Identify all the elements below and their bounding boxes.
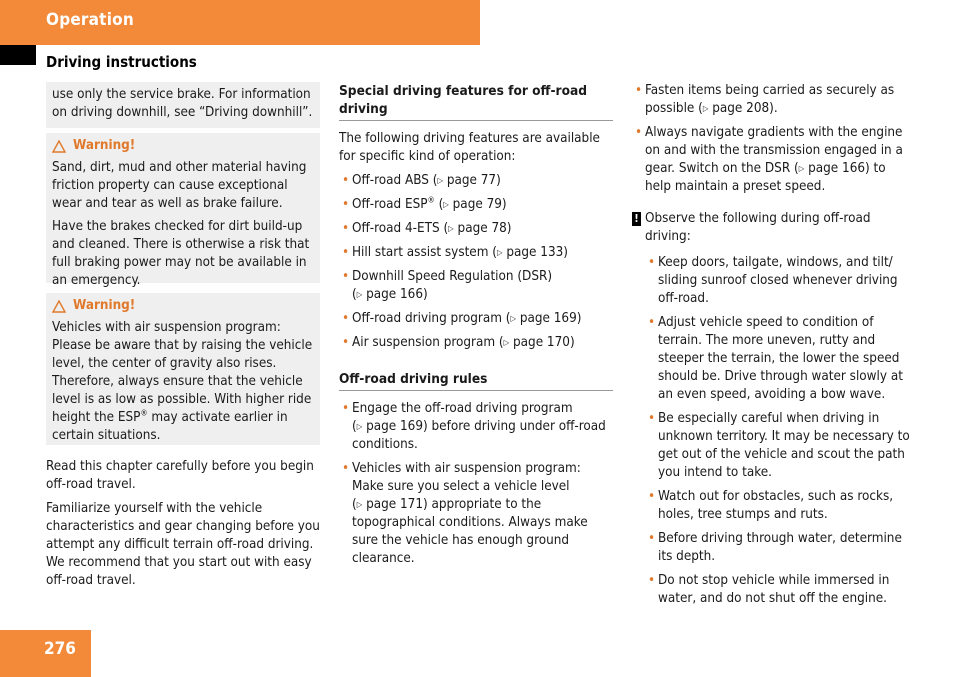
list-item: • Off-road 4-ETS (▷ page 78) (339, 220, 613, 238)
page-ref-icon: ▷ (497, 248, 503, 257)
warning-box-2 (46, 293, 320, 445)
warning-title: Warning! (73, 138, 136, 153)
rules-list (339, 400, 613, 568)
page-ref-icon: ▷ (448, 224, 454, 233)
feature-list (339, 172, 613, 352)
section-heading: Special driving features for off-road driving (339, 82, 613, 121)
page-ref-icon: ▷ (356, 422, 363, 431)
page-ref[interactable]: page 169 (519, 311, 577, 326)
intro-box-text: use only the service brake. For information on driving downhill, see “Driving downhill”. (52, 87, 313, 120)
section-title: Operation (46, 10, 134, 30)
column-3 (632, 82, 914, 614)
list-item: • Engage the off-road driving program (▷ page 169) before driving under off-road conditions. (339, 400, 613, 454)
list-item: • Off-road ABS (▷ page 77) (339, 172, 613, 190)
warning-header (52, 297, 314, 315)
page-ref[interactable]: page 171 (366, 497, 423, 512)
page-number: 276 (44, 639, 76, 659)
warning-triangle-icon (52, 140, 66, 153)
warning-title: Warning! (73, 298, 136, 313)
body-paragraph: The following driving features are available for specific kind of operation: (339, 131, 600, 164)
list-item: • Keep doors, tailgate, windows, and tilt/ sliding sunroof closed whenever driving off-road. (645, 254, 914, 308)
list-item: • Downhill Speed Regulation (DSR) (▷ page 166) (339, 268, 613, 304)
page-ref[interactable]: page 208 (712, 101, 770, 116)
list-item: • Off-road ESP® (▷ page 79) (339, 196, 613, 214)
list-item: • Off-road driving program (▷ page 169) (339, 310, 613, 328)
note-list (645, 254, 914, 608)
warning-triangle-icon (52, 300, 66, 313)
list-item: • Adjust vehicle speed to condition of terrain. The more uneven, rutty and steeper the terrain, the lower the speed should be. Drive through water slowly at an even speed, avoiding a bow wave. (645, 314, 914, 404)
list-item: • Vehicles with air suspension program: Make sure you select a vehicle level (▷ page 171) appropriate to the topographical conditions. Always make sure the vehicle has enough ground clearance. (339, 460, 613, 568)
column-2 (339, 82, 613, 574)
warning-header (52, 137, 314, 155)
list-item: • Always navigate gradients with the engine on and with the transmission engaged in a gear. Switch on the DSR (▷ page 166) to help maintain a preset speed. (632, 124, 914, 196)
rules-list-continued (632, 82, 914, 196)
warning-text: Vehicles with air suspension program: Please be aware that by raising the vehicle level, the center of gravity also rises. Therefore, always ensure that the vehicle level is as low as possible. With higher ride height the ESP® may activate earlier in certain situations. (52, 320, 313, 443)
page-ref-icon: ▷ (356, 290, 363, 299)
page-ref[interactable]: page 79 (452, 197, 502, 212)
warning-box-1 (46, 133, 320, 288)
intro-paragraphs (46, 458, 324, 596)
list-item: • Fasten items being carried as securely as possible (▷ page 208). (632, 82, 914, 118)
page-ref-icon: ▷ (798, 164, 805, 173)
body-paragraph: Familiarize yourself with the vehicle characteristics and gear changing before you attempt any difficult terrain off-road driving. We recommend that you start out with easy off-road travel. (46, 501, 320, 588)
page-ref[interactable]: page 133 (506, 245, 564, 260)
list-item: • Do not stop vehicle while immersed in water, and do not shut off the engine. (645, 572, 914, 608)
page-ref-icon: ▷ (702, 104, 709, 113)
list-item: • Be especially careful when driving in unknown territory. It may be necessary to get out of the vehicle and scout the path you intend to take. (645, 410, 914, 482)
page-ref[interactable]: page 166 (366, 287, 423, 302)
page-ref[interactable]: page 166 (808, 161, 866, 176)
warning-text: Have the brakes checked for dirt build-up and cleaned. There is otherwise a risk that full braking power may not be available in an emergency. (52, 219, 310, 288)
note-text: Observe the following during off-road driving: (645, 211, 871, 244)
section-heading: Off-road driving rules (339, 370, 613, 391)
page-subtitle: Driving instructions (46, 53, 197, 71)
page-ref-icon: ▷ (437, 176, 443, 185)
list-item: • Before driving through water, determine its depth. (645, 530, 914, 566)
list-item: • Hill start assist system (▷ page 133) (339, 244, 613, 262)
page-ref-icon: ▷ (356, 500, 363, 509)
exclamation-icon: ! (632, 212, 641, 226)
warning-text: Sand, dirt, mud and other material having friction property can cause exceptional wear and tear as well as brake failure. (52, 160, 307, 211)
intro-box (46, 82, 320, 128)
body-paragraph: Read this chapter carefully before you begin off-road travel. (46, 459, 314, 492)
page-ref-icon: ▷ (443, 200, 449, 209)
page-ref-icon: ▷ (510, 314, 517, 323)
note (632, 210, 914, 246)
header-marker (0, 45, 36, 65)
list-item: • Watch out for obstacles, such as rocks, holes, tree stumps and ruts. (645, 488, 914, 524)
page-ref[interactable]: page 170 (513, 335, 570, 350)
list-item: • Air suspension program (▷ page 170) (339, 334, 613, 352)
page-ref[interactable]: page 77 (446, 173, 497, 188)
page-ref-icon: ▷ (503, 338, 510, 347)
page-ref[interactable]: page 78 (457, 221, 507, 236)
page-ref[interactable]: page 169 (366, 419, 423, 434)
